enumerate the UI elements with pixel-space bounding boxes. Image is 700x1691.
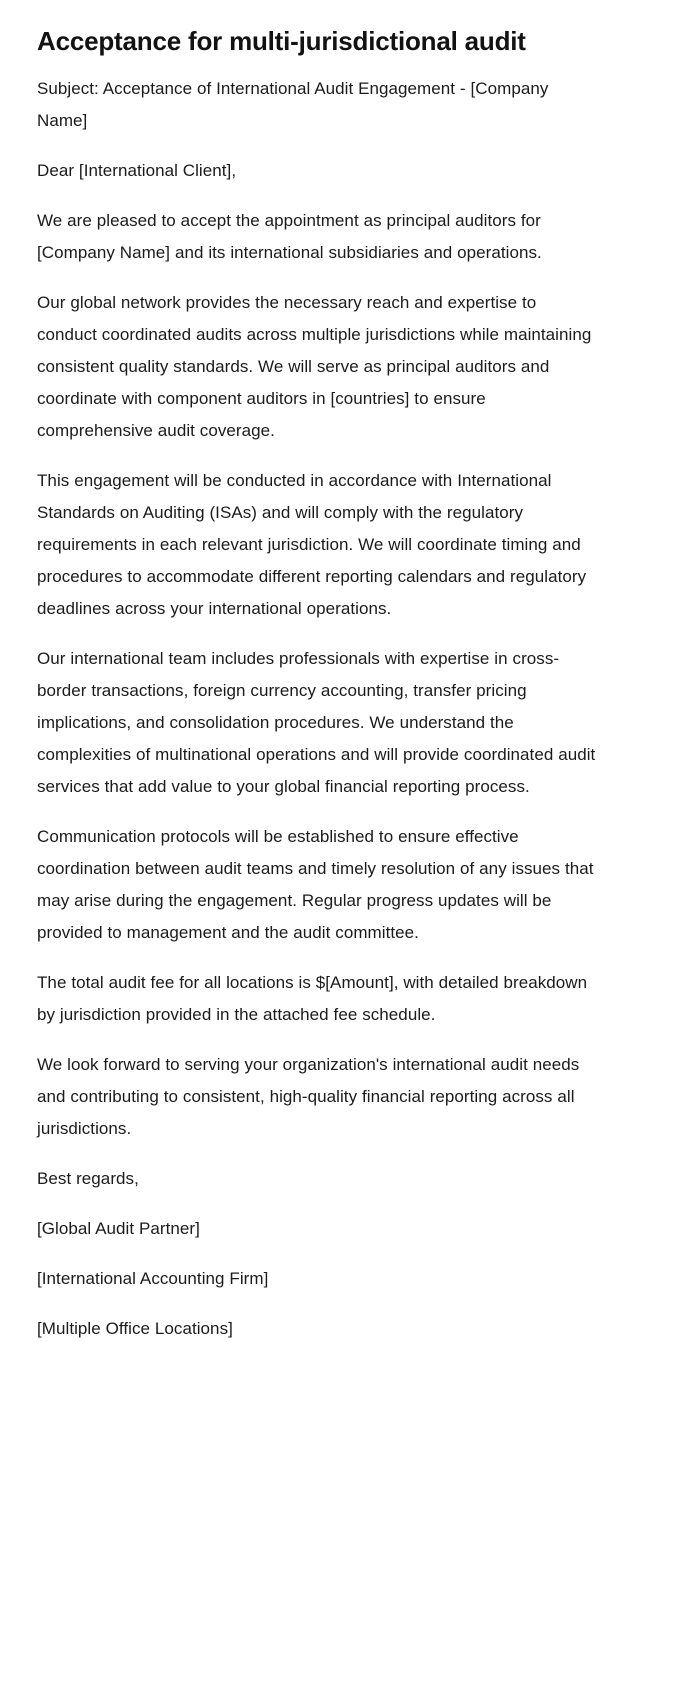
- paragraph-sign-off: Best regards,: [37, 1169, 139, 1188]
- paragraph-fee: The total audit fee for all locations is $[Amount], with detailed breakdown by jurisdiction provided in the attached fee schedule.: [37, 973, 588, 1024]
- paragraph-salutation: Dear [International Client],: [37, 161, 237, 180]
- paragraph-communication: Communication protocols will be established to ensure effective coordination between audit teams and timely resolution of any issues that may arise during the engagement. Regular progress updates will be provided to management and the audit committee.: [37, 827, 594, 942]
- paragraph-global-network: Our global network provides the necessary reach and expertise to conduct coordinated audits across multiple jurisdictions while maintaining consistent quality standards. We will serve as principal auditors and coordinate with component auditors in [countries] to ensure comprehensive audit coverage.: [37, 293, 592, 440]
- paragraph-closing-statement: We look forward to serving your organization's international audit needs and contributing to consistent, high-quality financial reporting across all jurisdictions.: [37, 1055, 580, 1138]
- paragraph-signature-firm: [International Accounting Firm]: [37, 1269, 269, 1288]
- paragraph-team-expertise: Our international team includes professionals with expertise in cross-border transactions, foreign currency accounting, transfer pricing implications, and consolidation procedures. We understand the complexities of multinational operations and will provide coordinated audit services that add value to your global financial reporting process.: [37, 649, 596, 796]
- paragraph-standards: This engagement will be conducted in accordance with International Standards on Auditing (ISAs) and will comply with the regulatory requirements in each relevant jurisdiction. We will coordinate timing and procedures to accommodate different reporting calendars and regulatory deadlines across your international operations.: [37, 471, 587, 618]
- paragraph-acceptance: We are pleased to accept the appointment as principal auditors for [Company Name] and its international subsidiaries and operations.: [37, 211, 542, 262]
- paragraph-signature-name: [Global Audit Partner]: [37, 1219, 200, 1238]
- page-title: Acceptance for multi-jurisdictional audit: [37, 26, 526, 56]
- paragraph-signature-locations: [Multiple Office Locations]: [37, 1319, 233, 1338]
- paragraph-subject: Subject: Acceptance of International Audit Engagement - [Company Name]: [37, 79, 549, 130]
